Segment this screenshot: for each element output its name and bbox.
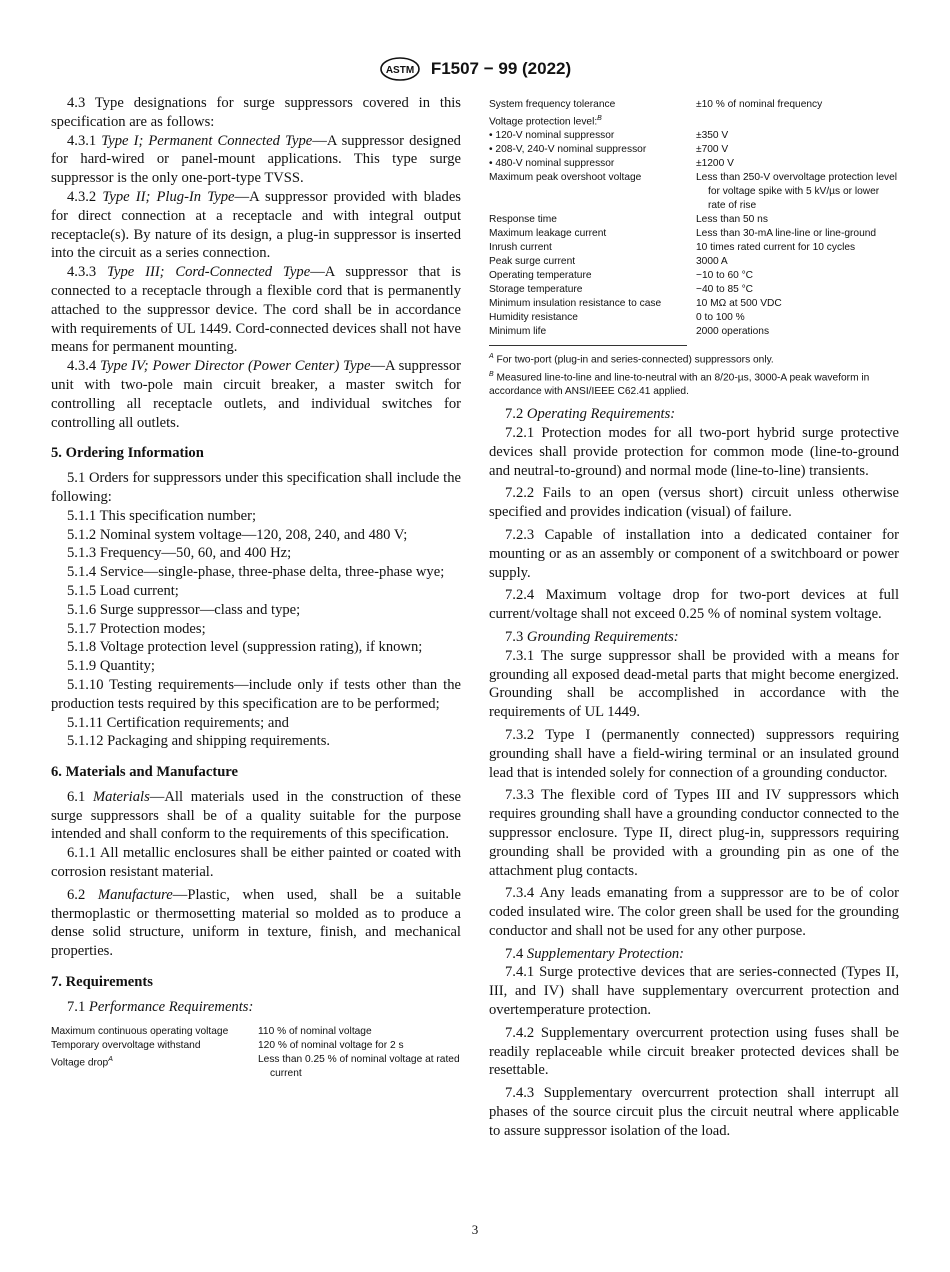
list-item: 7.2.2 Fails to an open (versus short) circuit unless otherwise specified and provides indication (visual) of failure.	[489, 485, 899, 521]
section-4-3-3: 4.3.3 Type III; Cord-Connected Type—A suppressor that is connected to a receptacle through a flexible cord that is permanently attached to the suppressor device. The cord shall be in accordance with requirements of UL 1449. Cord-connected devices shall not have means for permanent mounting.	[51, 264, 461, 356]
table-row	[489, 255, 899, 269]
table-row	[489, 241, 899, 255]
parameter-cell: Storage temperature	[489, 284, 583, 296]
parameter-cell: • 480-V nominal suppressor	[489, 158, 615, 170]
list-item: 7.2.4 Maximum voltage drop for two-port devices at full current/voltage shall not exceed 0.25 % of nominal system voltage.	[489, 587, 899, 623]
document-designation: F1507 − 99 (2022)	[430, 59, 572, 78]
table-row	[489, 297, 899, 311]
parameter-cell: Voltage protection level:	[489, 116, 598, 128]
value-cell: 0 to 100 %	[696, 312, 745, 324]
parameter-cell: Peak surge current	[489, 256, 576, 268]
list-item: 7.4.2 Supplementary overcurrent protection using fuses shall be readily replaceable while circuit breaker protected devices shall be resettable.	[489, 1024, 899, 1079]
value-cell: ±10 % of nominal frequency	[696, 99, 823, 110]
heading-ordering-information: 5. Ordering Information	[51, 445, 204, 462]
svg-text:ASTM: ASTM	[385, 65, 414, 76]
value-cell: 10 times rated current for 10 cycles	[696, 242, 856, 254]
footnote-rule	[489, 345, 687, 346]
list-item: 5.1.12 Packaging and shipping requirements.	[67, 733, 331, 750]
table-row	[489, 283, 899, 297]
list-item: 5.1.5 Load current;	[67, 582, 179, 599]
footnote-text: Measured line-to-line and line-to-neutral with an 8/20-µs, 3000-A peak waveform in accordance with ANSI/IEEE C62.41 applied.	[489, 372, 870, 398]
table-row	[489, 112, 899, 129]
section-6-1: 6.1 Materials—All materials used in the construction of these surge suppressors shall be of a quality suitable for the purpose intended and shall conform to the requirements of this specification.	[51, 788, 462, 843]
performance-requirements-table	[51, 1025, 461, 1081]
section-4-3-4: 4.3.4 Type IV; Power Director (Power Center) Type—A suppressor unit with two-pole main circuit breaker, a master switch for controlling all receptacle outlets, and individual switches for controlling all outlets.	[51, 358, 461, 431]
astm-logo-icon	[379, 56, 421, 82]
section-4-3: 4.3 Type designations for surge suppressors covered in this specification are as follows:	[51, 95, 461, 130]
list-item: 5.1.2 Nominal system voltage—120, 208, 240, and 480 V;	[67, 526, 408, 543]
section-4-3-2: 4.3.2 Type II; Plug-In Type—A suppressor provided with blades for direct connection at a receptacle and with integral output receptacle(s). By nature of its design, a plug-in suppressor is inserted into the circuit as a series connection.	[51, 188, 461, 262]
table-row	[51, 1039, 461, 1053]
operating-requirements-list	[489, 424, 899, 624]
footnote-marker: A	[489, 353, 494, 361]
list-item: 5.1.8 Voltage protection level (suppression rating), if known;	[67, 639, 423, 656]
table-row	[51, 1053, 461, 1081]
table-row	[489, 227, 899, 241]
parameter-cell: Inrush current	[489, 242, 552, 254]
value-cell: −40 to 85 °C	[696, 284, 754, 296]
heading-materials-manufacture: 6. Materials and Manufacture	[51, 764, 238, 781]
list-item: 5.1.3 Frequency—50, 60, and 400 Hz;	[67, 545, 292, 562]
section-4-3-1: 4.3.1 Type I; Permanent Connected Type—A suppressor designed for hard-wired or panel-mount applications. This type surge suppressor is the only one-port-type TVSS.	[51, 132, 461, 187]
value-cell: Less than 30-mA line-line or line-ground	[696, 228, 877, 240]
page-header	[0, 56, 950, 82]
parameter-cell: • 208-V, 240-V nominal suppressor	[489, 144, 647, 156]
section-7-3: 7.3 Grounding Requirements:	[505, 628, 679, 645]
parameter-cell: Minimum life	[489, 326, 547, 338]
list-item: 7.4.1 Surge protective devices that are series-connected (Types II, III, and IV) shall have supplementary overcurrent protection and overtemperature protection.	[489, 964, 899, 1019]
table-row	[489, 143, 899, 157]
performance-requirements-table-continued	[489, 98, 899, 339]
value-cell: ±700 V	[696, 144, 729, 156]
value-cell: 110 % of nominal voltage	[258, 1025, 372, 1037]
ordering-list	[51, 507, 461, 751]
section-7-1: 7.1 Performance Requirements:	[67, 998, 254, 1015]
list-item: 7.3.3 The flexible cord of Types III and IV suppressors which requires grounding shall have a grounding conductor connected to the suppressor enclosure. Type II, direct plug-in, suppressors requiring grounding shall be provided with a grounding pin as one of the attachment plug contacts.	[489, 787, 899, 879]
footnote-marker: A	[108, 1055, 113, 1063]
list-item: 5.1.6 Surge suppressor—class and type;	[67, 601, 301, 618]
footnote-marker: B	[489, 370, 494, 378]
parameter-cell: Minimum insulation resistance to case	[489, 298, 662, 310]
supplementary-protection-list	[489, 963, 899, 1140]
value-cell: 120 % of nominal voltage for 2 s	[258, 1039, 404, 1051]
table-row	[489, 171, 899, 213]
value-cell: Less than 50 ns	[696, 214, 768, 226]
value-cell: Less than 250-V overvoltage protection level for voltage spike with 5 kV/µs or lower rate of rise	[696, 172, 898, 212]
parameter-cell: Maximum continuous operating voltage	[51, 1025, 229, 1037]
section-7-2: 7.2 Operating Requirements:	[505, 406, 676, 423]
list-item: 7.2.3 Capable of installation into a dedicated container for mounting or as an assembly or component of a switchboard or power supply.	[489, 526, 899, 581]
parameter-cell: Operating temperature	[489, 270, 592, 282]
parameter-cell: Maximum leakage current	[489, 228, 607, 240]
heading-requirements: 7. Requirements	[51, 974, 153, 991]
table-row	[51, 1025, 461, 1039]
value-cell: ±1200 V	[696, 158, 734, 170]
list-item: 7.3.1 The surge suppressor shall be provided with a means for grounding all exposed dead-metal parts that might become energized. Grounding shall be accomplished in accordance with the requirements of UL 1449.	[489, 647, 899, 721]
parameter-cell: Temporary overvoltage withstand	[51, 1039, 201, 1051]
parameter-cell: Maximum peak overshoot voltage	[489, 172, 642, 184]
table-row	[489, 325, 899, 339]
section-5-1: 5.1 Orders for suppressors under this specification shall include the following:	[51, 470, 461, 505]
table-row	[489, 98, 899, 112]
section-7-4: 7.4 Supplementary Protection:	[505, 945, 685, 962]
table-row	[489, 311, 899, 325]
list-item: 5.1.7 Protection modes;	[67, 620, 206, 637]
footnote	[489, 350, 899, 367]
footnote-marker: B	[597, 115, 602, 122]
parameter-cell: Response time	[489, 214, 557, 226]
section-6-2: 6.2 Manufacture—Plastic, when used, shall be a suitable thermoplastic or thermosetting material so molded as to produce a dense solid structure, uniform in texture, finish, and mechanical properties.	[51, 886, 461, 960]
parameter-cell: Humidity resistance	[489, 312, 578, 324]
list-item: 7.3.2 Type I (permanently connected) suppressors requiring grounding shall have a field-wiring terminal or an insulated ground lead that is intended solely for connection of a grounding conductor.	[489, 726, 899, 781]
left-column	[51, 94, 461, 1081]
value-cell: 3000 A	[696, 256, 728, 268]
list-item: 7.2.1 Protection modes for all two-port hybrid surge protective devices shall provide protection for common mode (line-to-ground and neutral-to-ground) and normal mode (line-to-line) transients.	[489, 424, 899, 479]
table-row	[489, 213, 899, 227]
grounding-requirements-list	[489, 647, 899, 941]
parameter-cell: System frequency tolerance	[489, 99, 616, 110]
list-item: 7.4.3 Supplementary overcurrent protection shall interrupt all phases of the source circuit plus the circuit neutral where applicable to assure suppressor isolation of the load.	[489, 1085, 899, 1139]
footnote-text: For two-port (plug-in and series-connected) suppressors only.	[493, 354, 774, 366]
right-column	[489, 98, 899, 1141]
list-item: 5.1.11 Certification requirements; and	[67, 714, 289, 731]
value-cell: −10 to 60 °C	[696, 270, 754, 282]
footnote	[489, 368, 899, 399]
list-item: 5.1.1 This specification number;	[67, 507, 257, 524]
list-item: 5.1.9 Quantity;	[67, 658, 155, 675]
table-footnotes	[489, 350, 899, 399]
section-6-1-1: 6.1.1 All metallic enclosures shall be either painted or coated with corrosion resistant material.	[51, 845, 461, 881]
list-item: 5.1.10 Testing requirements—include only if tests other than the production tests required by this specification are to be performed;	[51, 676, 461, 712]
value-cell: ±350 V	[696, 130, 729, 142]
list-item: 7.3.4 Any leads emanating from a suppressor are to be of color coded insulated wire. The color green shall be used for the grounding conductor and shall not be used for any other purpose.	[489, 885, 899, 939]
parameter-cell: • 120-V nominal suppressor	[489, 130, 615, 142]
value-cell: 2000 operations	[696, 326, 770, 338]
page-number: 3	[471, 1222, 479, 1237]
value-cell: 10 MΩ at 500 VDC	[696, 298, 782, 310]
table-row	[489, 129, 899, 143]
value-cell: Less than 0.25 % of nominal voltage at rated current	[258, 1053, 460, 1079]
parameter-cell: Voltage drop	[51, 1057, 109, 1069]
list-item: 5.1.4 Service—single-phase, three-phase delta, three-phase wye;	[67, 564, 445, 581]
table-row	[489, 157, 899, 171]
table-row	[489, 269, 899, 283]
